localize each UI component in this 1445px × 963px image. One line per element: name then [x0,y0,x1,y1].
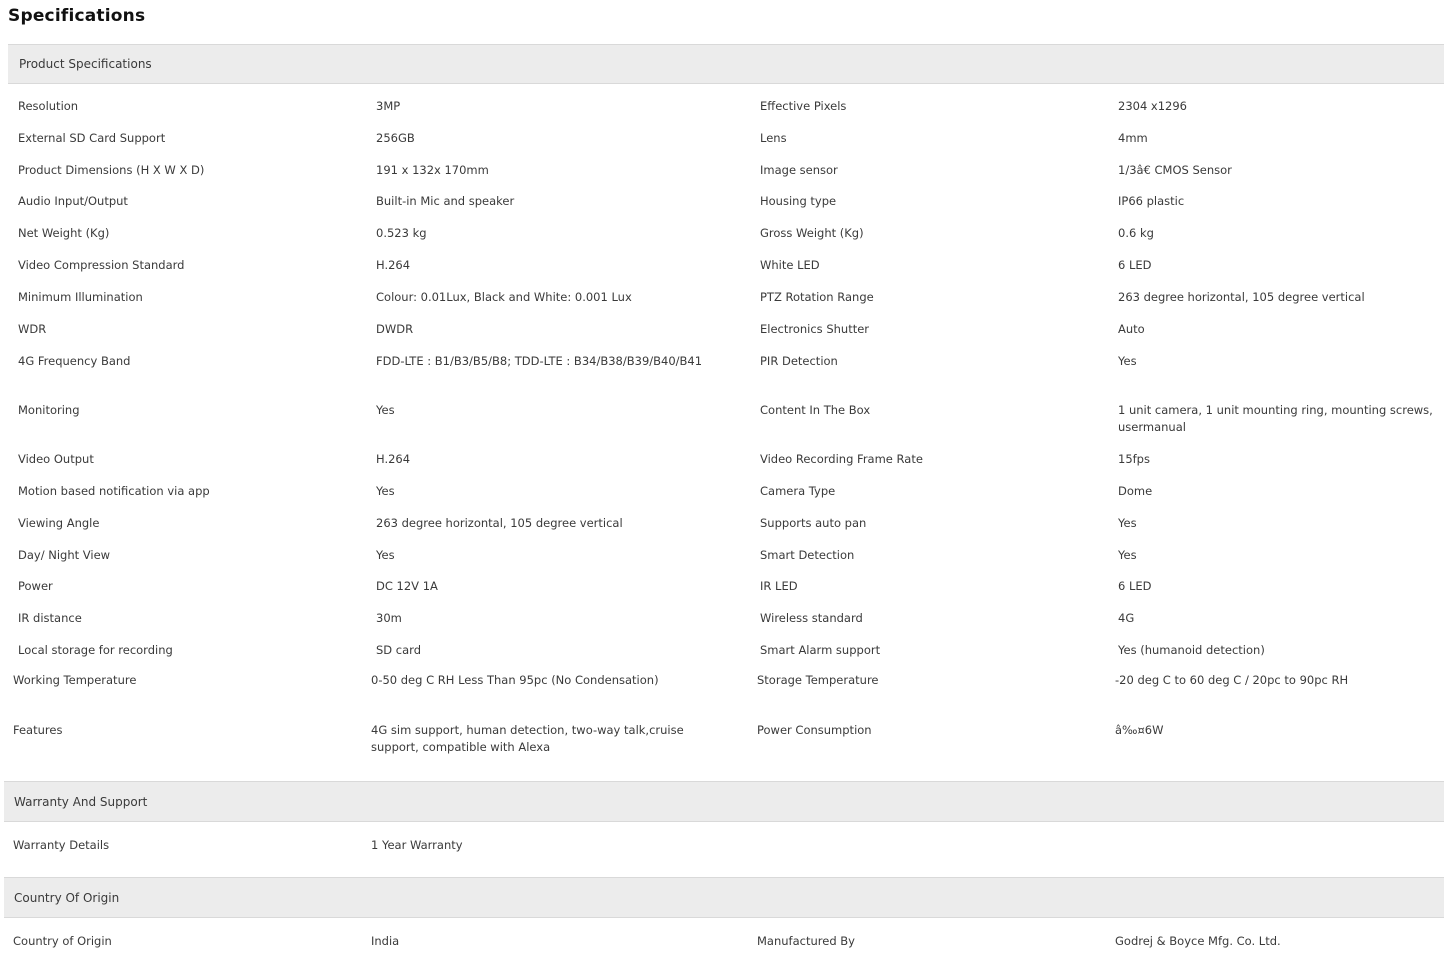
spec-value: SD card [376,643,422,657]
spec-label: Content In The Box [760,403,871,417]
spec-label: Local storage for recording [18,643,173,657]
spec-label: Warranty Details [13,838,110,852]
spec-label: PIR Detection [760,354,838,368]
spec-value: DC 12V 1A [376,579,438,593]
spec-value: Colour: 0.01Lux, Black and White: 0.001 Lux [376,290,632,304]
section-header-warranty[interactable] [4,781,1444,822]
spec-label: Video Compression Standard [18,258,185,272]
spec-label: Lens [760,131,787,145]
section-header-label: Country Of Origin [14,890,120,905]
spec-value: FDD-LTE : B1/B3/B5/B8; TDD-LTE : B34/B38/B39/B40/B41 [376,354,703,368]
spec-label: Smart Detection [760,548,855,562]
spec-value: IP66 plastic [1118,194,1185,208]
spec-value: Yes [1118,516,1137,530]
spec-value: 0.523 kg [376,226,427,240]
spec-value: Yes [1118,354,1137,368]
spec-label: Monitoring [18,403,80,417]
spec-value: Dome [1118,484,1153,498]
spec-value: 4G sim support, human detection, two-way talk,cruise support, compatible with Alexa [371,723,684,754]
spec-label: External SD Card Support [18,131,166,145]
spec-value: H.264 [376,258,411,272]
spec-value: Yes [376,548,395,562]
spec-value: Yes (humanoid detection) [1118,643,1265,657]
spec-value: India [371,934,400,948]
spec-label: PTZ Rotation Range [760,290,874,304]
spec-value: 6 LED [1118,258,1152,272]
spec-label: IR LED [760,579,798,593]
spec-label: Power [18,579,53,593]
spec-label: Gross Weight (Kg) [760,226,864,240]
spec-label: Audio Input/Output [18,194,128,208]
spec-value: 3MP [376,99,401,113]
spec-value: 1/3â€ CMOS Sensor [1118,163,1232,177]
spec-label: Housing type [760,194,837,208]
spec-label: Electronics Shutter [760,322,870,336]
spec-value: Built-in Mic and speaker [376,194,515,208]
spec-value: 15fps [1118,452,1150,466]
page-title: Specifications [8,6,146,26]
spec-label: IR distance [18,611,82,625]
section-header-label: Warranty And Support [14,794,148,809]
spec-label: Resolution [18,99,79,113]
spec-label: Viewing Angle [18,516,100,530]
spec-label: Storage Temperature [757,673,879,687]
spec-label: Smart Alarm support [760,643,881,657]
spec-value: Yes [376,484,395,498]
spec-label: White LED [760,258,820,272]
spec-label: Effective Pixels [760,99,847,113]
spec-value: 4G [1118,611,1135,625]
spec-label: Image sensor [760,163,838,177]
spec-value: Yes [376,403,395,417]
spec-label: Camera Type [760,484,836,498]
spec-label: Features [13,723,63,737]
spec-value: 191 x 132x 170mm [376,163,489,177]
spec-label: Supports auto pan [760,516,867,530]
spec-value: 0.6 kg [1118,226,1154,240]
spec-label: Product Dimensions (H X W X D) [18,163,205,177]
spec-label: Wireless standard [760,611,863,625]
spec-label: Day/ Night View [18,548,111,562]
spec-value: 256GB [376,131,415,145]
spec-label: 4G Frequency Band [18,354,131,368]
spec-label: Power Consumption [757,723,872,737]
spec-label: Motion based notification via app [18,484,210,498]
spec-value: â‰¤6W [1115,723,1164,737]
spec-label: Video Recording Frame Rate [760,452,923,466]
spec-value: 1 Year Warranty [371,838,463,852]
spec-value: 4mm [1118,131,1148,145]
spec-value: H.264 [376,452,411,466]
spec-value: 30m [376,611,402,625]
spec-value: 6 LED [1118,579,1152,593]
section-header-origin[interactable] [4,877,1444,918]
section-header-label: Product Specifications [19,57,152,71]
spec-value: 0-50 deg C RH Less Than 95pc (No Condensation) [371,673,659,687]
spec-label: Country of Origin [13,934,112,948]
spec-label: Manufactured By [757,934,855,948]
spec-label: Working Temperature [13,673,137,687]
spec-label: Minimum Illumination [18,290,143,304]
spec-value: DWDR [376,322,414,336]
spec-label: WDR [18,322,47,336]
spec-label: Video Output [18,452,94,466]
section-header-product[interactable] [8,44,1444,84]
spec-value: Yes [1118,548,1137,562]
spec-value: 263 degree horizontal, 105 degree vertical [376,516,623,530]
spec-value: Godrej & Boyce Mfg. Co. Ltd. [1115,934,1281,948]
spec-value: -20 deg C to 60 deg C / 20pc to 90pc RH [1115,673,1349,687]
spec-label: Net Weight (Kg) [18,226,110,240]
spec-value: 1 unit camera, 1 unit mounting ring, mounting screws, usermanual [1118,403,1433,434]
spec-value: 263 degree horizontal, 105 degree vertical [1118,290,1365,304]
spec-value: Auto [1118,322,1145,336]
spec-value: 2304 x1296 [1118,99,1187,113]
